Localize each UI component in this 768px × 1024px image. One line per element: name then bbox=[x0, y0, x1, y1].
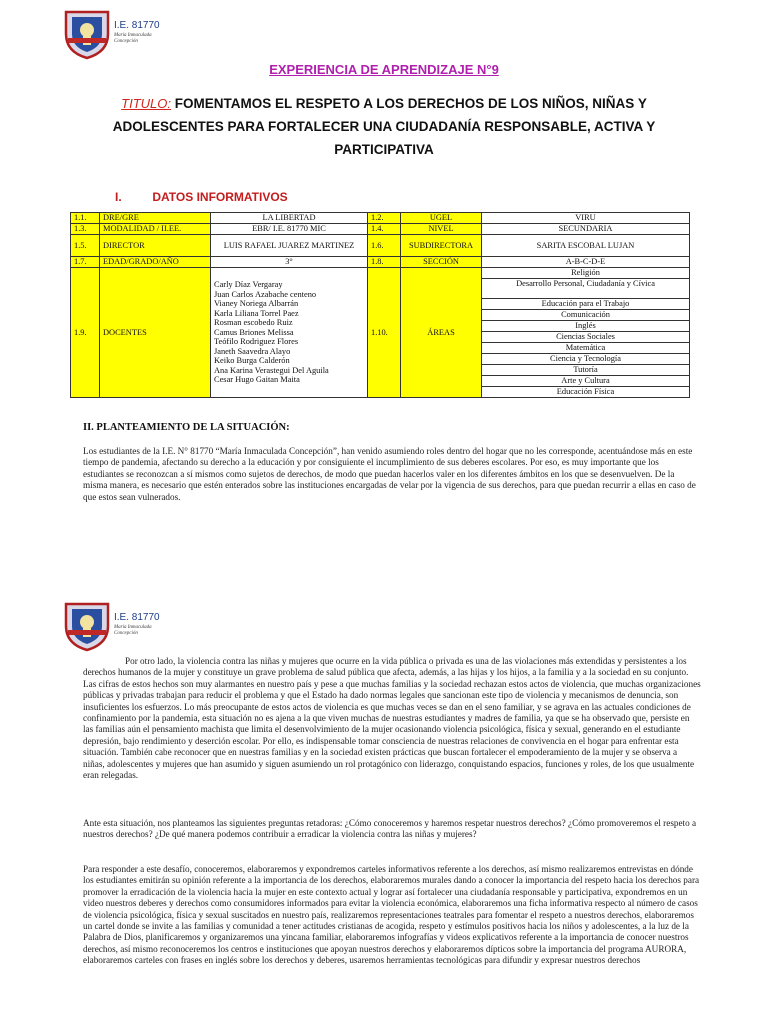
cell-key: 1.7. bbox=[71, 257, 100, 268]
cell-label: DIRECTOR bbox=[100, 235, 211, 257]
cell-value: EBR/ I.E. 81770 MIC bbox=[211, 224, 368, 235]
table-row bbox=[71, 213, 690, 224]
cell-label: UGEL bbox=[401, 213, 482, 224]
logo-school-code: I.E. 81770 bbox=[114, 20, 160, 31]
logo-school-name: María Inmaculada Concepción bbox=[114, 33, 152, 44]
table-row bbox=[71, 235, 690, 257]
experience-title: EXPERIENCIA DE APRENDIZAJE N°9 bbox=[269, 62, 499, 77]
area-item: Educación para el Trabajo bbox=[482, 299, 689, 310]
area-item: Arte y Cultura bbox=[482, 376, 689, 387]
cell-label: EDAD/GRADO/AÑO bbox=[100, 257, 211, 268]
area-item: Matemática bbox=[482, 343, 689, 354]
cell-value: SECUNDARIA bbox=[482, 224, 690, 235]
table-row bbox=[71, 257, 690, 268]
cell-key: 1.9. bbox=[71, 268, 100, 398]
table-row bbox=[71, 224, 690, 235]
cell-label: DOCENTES bbox=[100, 268, 211, 398]
table-row bbox=[71, 268, 690, 398]
cell-key: 1.10. bbox=[368, 268, 401, 398]
area-item: Ciencia y Tecnología bbox=[482, 354, 689, 365]
docente-item: Janeth Saavedra Alayo bbox=[214, 346, 291, 356]
cell-label: SUBDIRECTORA bbox=[401, 235, 482, 257]
docente-item: Rosman escobedo Ruiz bbox=[214, 318, 293, 328]
area-item: Educación Física bbox=[556, 387, 615, 396]
school-crest-icon bbox=[62, 8, 112, 60]
cell-label: DRE/GRE bbox=[100, 213, 211, 224]
paragraph-questions: Ante esta situación, nos planteamos las siguientes preguntas retadoras: ¿Cómo conoceremos y haremos respetar nuestros derechos? ¿Cómo promoveremos el respeto a nuestros derechos? ¿De qué manera podemos contribuir a erradicar la violencia contra las niñas y mujeres? bbox=[83, 818, 697, 840]
school-logo bbox=[62, 600, 174, 652]
school-crest-icon bbox=[62, 600, 112, 652]
paragraph-activities: Para responder a este desafío, conoceremos, elaboraremos y expondremos carteles informativos referente a los derechos, así mismo realizaremos entrevistas en dónde los estudiantes emitirán su opinión referente a la importancia de los derechos, elaboraremos murales dando a conocer la importancia del respeto hacia los derechos para promover la erradicación de la violencia hacia la mujer en este contexto actual y lograr así fortalecer una ciudadanía responsable y participativa, expondremos en un video nuestros deberes y derechos como consumidores informados para evitar la violencia económica, elaboraremos una ficha informativa respecto al número de casos de violencia psicológica, física y sexual suscitados en nuestro país, realizaremos representaciones teatrales para fomentar el respeto a nuestros derechos, elaboraremos un cartel donde se invite a las familias y comunidad a tener actitudes cristianas de acogida, respeto y estímulos positivos hacia los niños y adolescentes, a la luz de la Palabra de Dios, planificaremos y organizaremos una yincana familiar, elaboraremos infografías y videos explicativos referente a la importancia de conocer nuestros derechos, así mismo reconoceremos los centros e instituciones que apoyan nuestros derechos y elaboraremos dípticos sobre la importancia del programa AURORA, elaboraremos carteles con frases en inglés sobre los derechos y deberes, usaremos herramientas tecnológicas para difundir y expresar nuestros derechos bbox=[83, 864, 700, 966]
section-1-number: I. bbox=[115, 190, 122, 204]
cell-value: 3° bbox=[211, 257, 368, 268]
cell-key: 1.1. bbox=[71, 213, 100, 224]
paragraph-situation: Los estudiantes de la I.E. N° 81770 “María Inmaculada Concepción”, han venido asumiendo roles dentro del hogar que no les corresponde, acentuándose más en este tiempo de pandemia, afectando su derecho a la educación y por consiguiente el incumplimiento de sus deberes escolares. Por eso, es muy importante que los estudiantes se reconozcan a sí mismos como sujetos de derechos, de modo que puedan hacerlos valer en los diferentes ámbitos en los que se desenvuelven. De la misma manera, es necesario que estén enterados sobre las instituciones encargadas de velar por la vigencia de sus derechos, para que puedan recurrir a ellas en caso de que estos sean vulnerados. bbox=[83, 446, 696, 502]
docente-item: Carly Díaz Vergaray bbox=[214, 280, 283, 290]
title-label: TITULO: bbox=[121, 96, 171, 111]
area-item: Religión bbox=[482, 268, 689, 279]
paragraph-violence-text: Por otro lado, la violencia contra las niñas y mujeres que ocurre en la vida pública o privada es una de las violaciones más extendidas y persistentes a los derechos humanos de la mujer y constituye un grave problema de salud pública que afecta, además, a las hijas y los hijos, a la familia y a la sociedad en su conjunto. Las cifras de estos hechos son muy alarmantes en nuestro país y pese a que muchas familias y la sociedad rechazan estos actos de violencia, que muchas organizaciones públicas y privadas trabajan para reducir el problema y que el Estado ha dado normas legales que sancionan este tipo de violencia y mecanismos de denuncia, son insuficientes los esfuerzos. Lo más preocupante de estos actos de violencia es que muchas veces se dan en el seno familiar, y se agrava en las actuales condiciones de confinamiento por la pandemia, esta situación no es ajena a la que viven muchas de nuestras estudiantes y madres de familia, ya que se ha observado que, persiste en las familias aún el pensamiento machista que limita el desenvolvimiento de la mujer ocasionando violencia psicológica, física y sexual, generando en el estudiante depresión, bajo rendimiento y deserción escolar. Por ello, es indispensable tomar consciencia de nuestras relaciones de convivencia en el hogar para enfrentar esta situación. También cabe reconocer que en nuestras familias y en la sociedad existen prácticas que buscan fortalecer el empoderamiento de la mujer y se observa a niñas, adolescentes y mujeres que han asumido y siguen asumiendo un rol protagónico con liderazgo, conquistando espacios, funciones y roles, de los que usualmente eran relegadas. bbox=[83, 656, 701, 781]
cell-key: 1.4. bbox=[368, 224, 401, 235]
cell-label: NIVEL bbox=[401, 224, 482, 235]
cell-value: SARITA ESCOBAL LUJAN bbox=[482, 235, 690, 257]
docente-item: Teófilo Rodriguez Flores bbox=[214, 337, 299, 347]
area-item: Inglés bbox=[482, 321, 689, 332]
docente-item: Cesar Hugo Gaitan Maita bbox=[214, 375, 300, 385]
document-title bbox=[80, 92, 688, 161]
cell-value: LUIS RAFAEL JUAREZ MARTINEZ bbox=[211, 235, 368, 257]
cell-value: A-B-C-D-E bbox=[482, 257, 690, 268]
cell-label: ÁREAS bbox=[401, 268, 482, 398]
title-text: FOMENTAMOS EL RESPETO A LOS DERECHOS DE LOS NIÑOS, NIÑAS Y ADOLESCENTES PARA FORTALECER UNA CIUDADANÍA RESPONSABLE, ACTIVA Y PARTICIPATIVA bbox=[112, 96, 656, 157]
cell-key: 1.6. bbox=[368, 235, 401, 257]
cell-key: 1.2. bbox=[368, 213, 401, 224]
area-item: Desarrollo Personal, Ciudadanía y Cívica bbox=[482, 279, 689, 299]
cell-label: SECCIÓN bbox=[401, 257, 482, 268]
cell-key: 1.3. bbox=[71, 224, 100, 235]
docente-item: Vianey Noriega Albarrán bbox=[214, 299, 299, 309]
docente-item: Ana Karina Verastegui Del Aguila bbox=[214, 365, 329, 375]
docentes-list bbox=[211, 268, 368, 398]
section-2-heading: II. PLANTEAMIENTO DE LA SITUACIÓN: bbox=[83, 422, 290, 433]
logo-school-name: María Inmaculada Concepción bbox=[114, 625, 152, 636]
section-1-heading bbox=[115, 190, 288, 204]
docente-item: Karla Liliana Torrel Paez bbox=[214, 308, 299, 318]
cell-value: VIRU bbox=[482, 213, 690, 224]
cell-label: MODALIDAD / II.EE. bbox=[100, 224, 211, 235]
datos-informativos-table bbox=[70, 212, 690, 398]
docente-item: Juan Carlos Azabache centeno bbox=[214, 289, 317, 299]
area-item: Ciencias Sociales bbox=[482, 332, 689, 343]
cell-value: LA LIBERTAD bbox=[211, 213, 368, 224]
section-1-title: DATOS INFORMATIVOS bbox=[152, 190, 288, 204]
school-logo bbox=[62, 8, 174, 60]
cell-key: 1.8. bbox=[368, 257, 401, 268]
paragraph-violence bbox=[83, 656, 701, 781]
logo-school-code: I.E. 81770 bbox=[114, 612, 160, 623]
page-gap bbox=[0, 568, 768, 588]
cell-key: 1.5. bbox=[71, 235, 100, 257]
area-item: Tutoría bbox=[482, 365, 689, 376]
areas-list bbox=[482, 268, 690, 398]
docente-item: Camus Briones Melissa bbox=[214, 327, 294, 337]
docente-item: Keiko Burga Calderón bbox=[214, 356, 290, 366]
area-item: Comunicación bbox=[482, 310, 689, 321]
